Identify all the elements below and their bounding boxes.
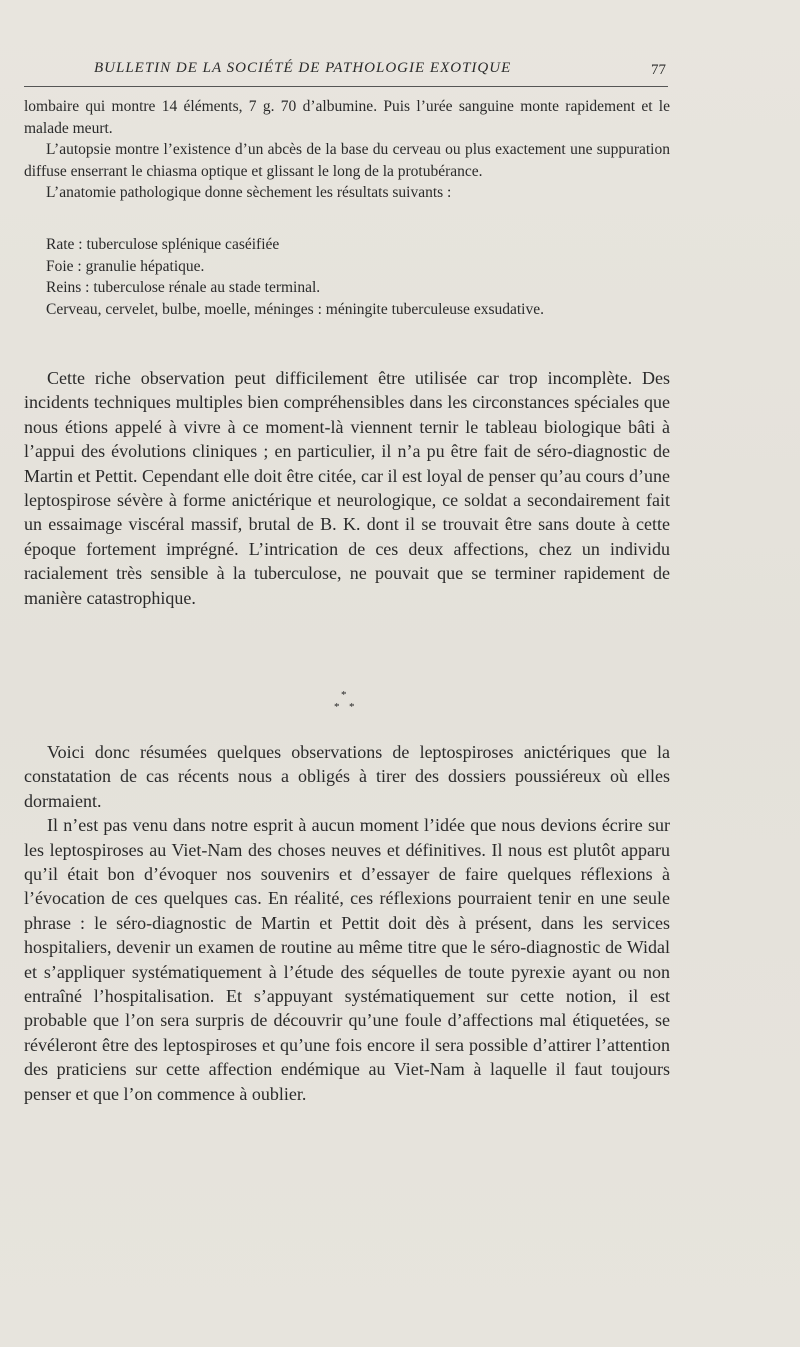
journal-title: BULLETIN DE LA SOCIÉTÉ DE PATHOLOGIE EXOTIQUE	[94, 60, 512, 76]
paragraph: L’anatomie pathologique donne sèchement les résultats suivants :	[46, 184, 452, 202]
finding-item: Rate : tuberculose splénique caséifiée	[46, 236, 280, 253]
paragraph: L’autopsie montre l’existence d’un abcès de la base du cerveau ou plus exactement une suppuration diffuse enserrant le chiasma optique et glissant le long de la protubérance.	[24, 141, 670, 180]
autopsy-section	[24, 96, 670, 204]
paragraph: Il n’est pas venu dans notre esprit à aucun moment l’idée que nous devions écrire sur les leptospiroses au Viet-Nam des choses neuves et définitives. Il nous est plutôt apparu qu’il était bon d’évoquer nos souvenirs et d’essayer de faire quelques réflexions à l’évocation de ces quelques cas. En réalité, ces réflexions pourraient tenir en une seule phrase : le séro-diagnostic de Martin et Pettit doit dès à présent, dans les services hospitaliers, devenir un examen de routine au même titre que le séro-diagnostic de Widal et s’appliquer systématiquement à l’étude des séquelles de toute pyrexie ayant ou non entraîné l’hospitalisation. Et s’appuyant systématiquement sur cette notion, il est probable que l’on sera surpris de découvrir qu’une foule d’affections mal étiquetées, se révéleront être des leptospiroses et qu’une fois encore il sera possible d’attirer l’attention des praticiens sur cette affection endémique au Viet-Nam à laquelle il faut toujours penser et que l’on commence à oublier.	[24, 815, 670, 1104]
paragraph: Voici donc résumées quelques observations de leptospiroses anictériques que la constatation de cas récents nous a obligés à tirer des dossiers poussiéreux où elles dormaient.	[24, 742, 670, 811]
separator-star: *	[349, 701, 355, 713]
conclusion-section	[24, 740, 670, 1106]
paragraph: Cette riche observation peut difficilement être utilisée car trop incomplète. Des incidents techniques multiples bien compréhensibles dans les circonstances spéciales que nous étions appelé à vivre à ce moment-là viennent ternir le tableau biologique bâti à l’appui des évolutions cliniques ; en particulier, il n’a pu être fait de séro-diagnostic de Martin et Pettit. Cependant elle doit être citée, car il est loyal de penser qu’au cours d’une leptospirose sévère à forme anictérique et neurologique, ce soldat a secondairement fait un essaimage viscéral massif, brutal de B. K. dont il se trouvait être sans doute à cette époque fortement imprégné. L’intrication de ces deux affections, chez un individu racialement très sensible à la tuberculose, ne pouvait que se terminer rapidement de manière catastrophique.	[24, 368, 670, 608]
paragraph: lombaire qui montre 14 éléments, 7 g. 70 d’albumine. Puis l’urée sanguine monte rapidement et le malade meurt.	[24, 98, 670, 137]
discussion-section	[24, 366, 670, 610]
running-header	[24, 60, 668, 87]
section-separator	[331, 689, 361, 719]
separator-star: *	[334, 701, 340, 713]
pathology-findings-list	[24, 234, 670, 320]
finding-item: Foie : granulie hépatique.	[46, 257, 205, 275]
page-number: 77	[651, 62, 666, 78]
separator-star: *	[341, 689, 347, 701]
finding-item: Reins : tuberculose rénale au stade terminal.	[46, 279, 321, 297]
finding-item: Cerveau, cervelet, bulbe, moelle, méninges : méningite tuberculeuse exsudative.	[46, 300, 544, 318]
